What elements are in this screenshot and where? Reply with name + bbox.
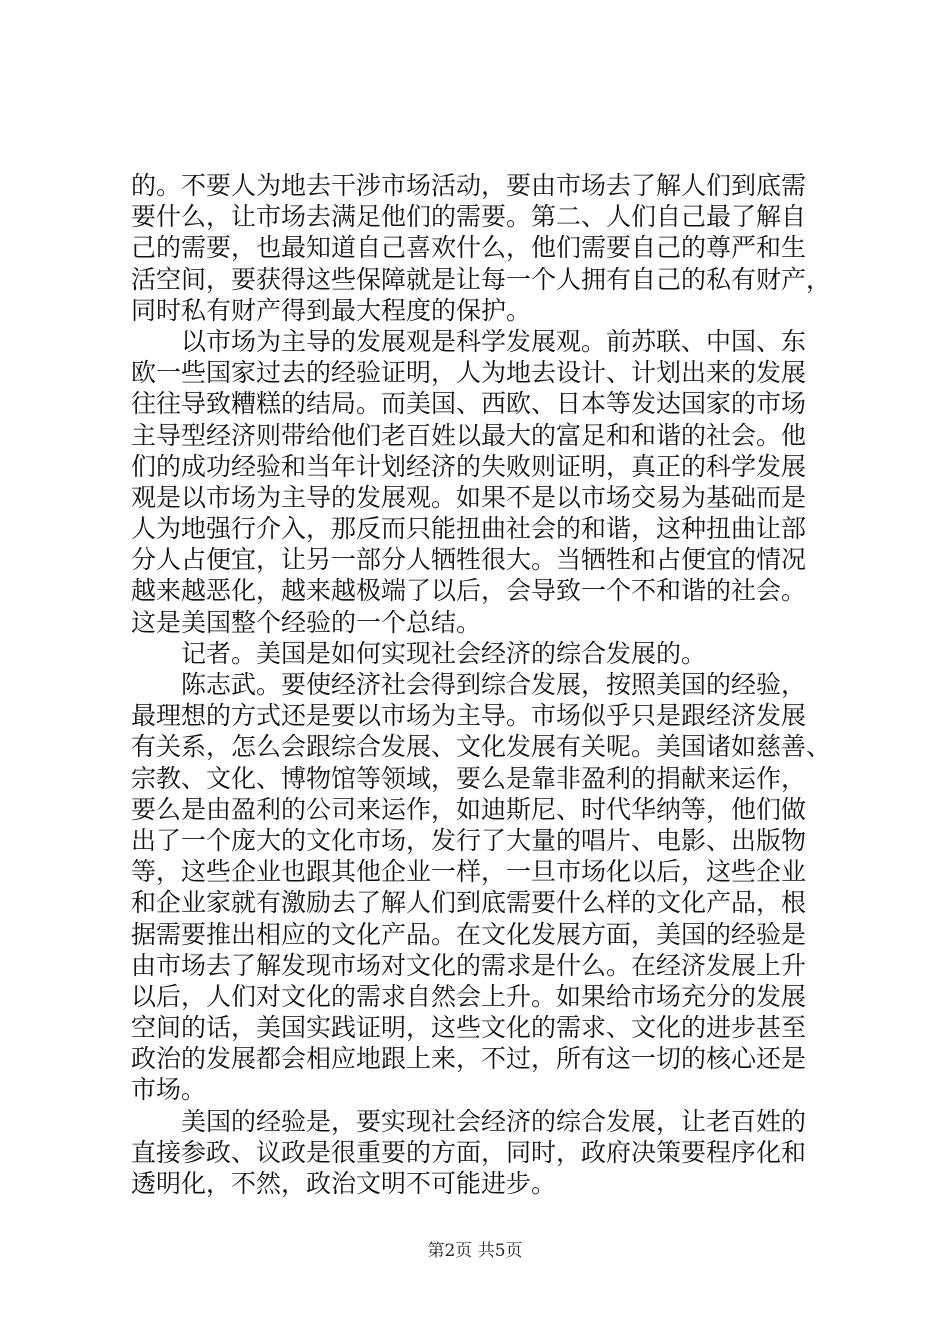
page-number-footer: 第2页 共5页	[427, 1241, 523, 1261]
paragraph-start-line: 记者。美国是如何实现社会经济的综合发展的。	[181, 638, 707, 668]
text-line: 观是以市场为主导的发展观。如果不是以市场交易为基础而是	[131, 482, 807, 512]
text-line: 们的成功经验和当年计划经济的失败则证明，真正的科学发展	[131, 451, 807, 481]
text-line: 越来越恶化，越来越极端了以后，会导致一个不和谐的社会。	[131, 576, 807, 606]
body-text	[131, 170, 831, 1199]
text-line: 空间的话，美国实践证明，这些文化的需求、文化的进步甚至	[131, 1013, 807, 1043]
text-line: 往往导致糟糕的结局。而美国、西欧、日本等发达国家的市场	[131, 389, 807, 419]
text-line: 最理想的方式还是要以市场为主导。市场似乎只是跟经济发展	[131, 701, 807, 731]
paragraph-start-line: 以市场为主导的发展观是科学发展观。前苏联、中国、东	[181, 326, 807, 356]
text-line: 等，这些企业也跟其他企业一样，一旦市场化以后，这些企业	[131, 857, 807, 887]
paragraph-start-line: 美国的经验是，要实现社会经济的综合发展，让老百姓的	[181, 1106, 807, 1136]
text-line: 要么是由盈利的公司来运作，如迪斯尼、时代华纳等，他们做	[131, 794, 807, 824]
text-line: 宗教、文化、博物馆等领域，要么是靠非盈利的捐献来运作，	[131, 763, 807, 793]
text-line: 直接参政、议政是很重要的方面，同时，政府决策要程序化和	[131, 1137, 807, 1167]
text-line: 这是美国整个经验的一个总结。	[131, 607, 482, 637]
text-line: 的。不要人为地去干涉市场活动，要由市场去了解人们到底需	[131, 171, 807, 200]
text-line: 据需要推出相应的文化产品。在文化发展方面，美国的经验是	[131, 919, 807, 949]
text-line: 分人占便宜，让另一部分人牺牲很大。当牺牲和占便宜的情况	[131, 545, 807, 575]
text-line: 活空间，要获得这些保障就是让每一个人拥有自己的私有财产，	[131, 264, 832, 294]
text-line: 透明化，不然，政治文明不可能进步。	[131, 1169, 557, 1198]
text-line: 要什么，让市场去满足他们的需要。第二、人们自己最了解自	[131, 202, 807, 232]
text-line: 欧一些国家过去的经验证明，人为地去设计、计划出来的发展	[131, 358, 807, 388]
text-line: 以后，人们对文化的需求自然会上升。如果给市场充分的发展	[131, 981, 807, 1011]
text-line: 出了一个庞大的文化市场，发行了大量的唱片、电影、出版物	[131, 825, 807, 855]
text-line: 和企业家就有激励去了解人们到底需要什么样的文化产品，根	[131, 888, 807, 918]
paragraph-start-line: 陈志武。要使经济社会得到综合发展，按照美国的经验，	[181, 670, 807, 699]
text-line: 市场。	[131, 1075, 207, 1105]
text-line: 己的需要，也最知道自己喜欢什么，他们需要自己的尊严和生	[131, 233, 807, 263]
text-line: 主导型经济则带给他们老百姓以最大的富足和和谐的社会。他	[131, 420, 807, 450]
text-line: 人为地强行介入，那反而只能扭曲社会的和谐，这种扭曲让部	[131, 514, 807, 544]
text-line: 同时私有财产得到最大程度的保护。	[131, 295, 532, 325]
text-line: 由市场去了解发现市场对文化的需求是什么。在经济发展上升	[131, 950, 807, 980]
text-line: 政治的发展都会相应地跟上来，不过，所有这一切的核心还是	[131, 1044, 807, 1074]
text-line: 有关系，怎么会跟综合发展、文化发展有关呢。美国诸如慈善、	[131, 732, 832, 762]
